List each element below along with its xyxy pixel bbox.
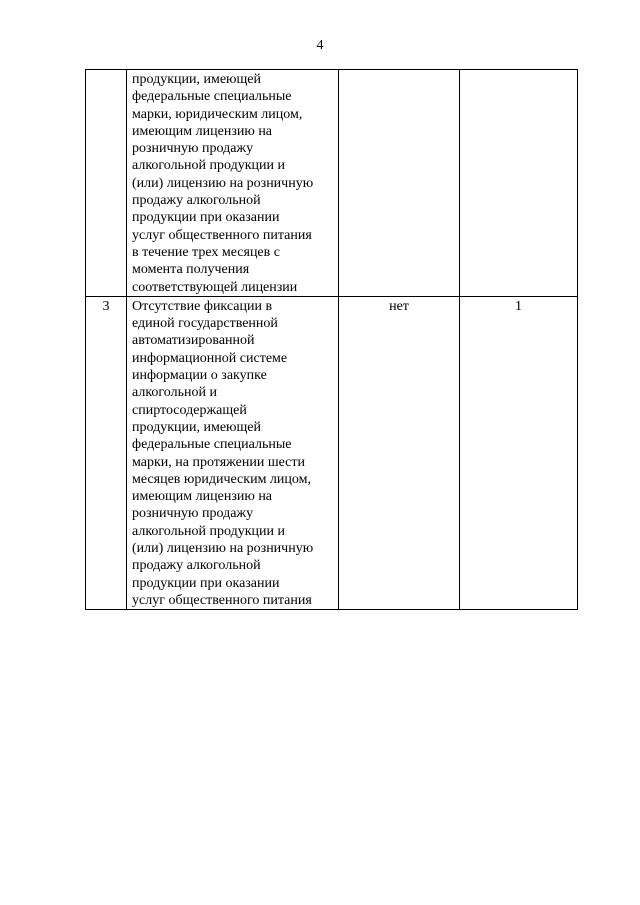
description-line: спиртосодержащей bbox=[132, 402, 247, 418]
description-line: момента получения bbox=[132, 262, 250, 278]
description-line: продукции, имеющей bbox=[132, 72, 262, 87]
description-line: информации о закупке bbox=[132, 368, 267, 384]
description-line: продукции при оказании bbox=[132, 210, 280, 226]
description-line: продукции, имеющей bbox=[132, 419, 262, 435]
description-line: продукции при оказании bbox=[132, 575, 280, 591]
description-line: продажу алкогольной bbox=[132, 193, 261, 209]
description-line: федеральные специальные bbox=[132, 89, 292, 105]
description-line: розничную продажу bbox=[132, 506, 254, 522]
table-row bbox=[86, 70, 578, 297]
description-line: информационной системе bbox=[132, 350, 288, 366]
description-line: имеющим лицензию на bbox=[132, 123, 273, 139]
description-line: автоматизированной bbox=[132, 333, 255, 349]
description-line: алкогольной продукции и bbox=[132, 523, 285, 539]
description-line: услуг общественного питания bbox=[132, 227, 312, 243]
description-line: алкогольной и bbox=[132, 385, 217, 401]
score-cell: 1 bbox=[460, 296, 578, 609]
page-number: 4 bbox=[316, 38, 324, 53]
value-cell: нет bbox=[339, 296, 460, 609]
description-line: имеющим лицензию на bbox=[132, 489, 273, 505]
description-line: соответствующей лицензии bbox=[132, 279, 298, 295]
criterion-description-cell bbox=[127, 296, 339, 609]
description-line: месяцев юридическим лицом, bbox=[132, 471, 311, 487]
value-cell bbox=[339, 70, 460, 297]
description-line: алкогольной продукции и bbox=[132, 158, 285, 174]
score-cell bbox=[460, 70, 578, 297]
description-line: (или) лицензию на розничную bbox=[132, 175, 314, 191]
description-line: Отсутствие фиксации в bbox=[132, 298, 273, 314]
description-line: единой государственной bbox=[132, 316, 278, 332]
description-line: марки, юридическим лицом, bbox=[132, 106, 303, 122]
description-line: услуг общественного питания bbox=[132, 592, 312, 608]
criteria-table bbox=[85, 69, 578, 610]
description-line: (или) лицензию на розничную bbox=[132, 541, 314, 557]
table-row bbox=[86, 296, 578, 609]
description-line: марки, на протяжении шести bbox=[132, 454, 306, 470]
description-line: федеральные специальные bbox=[132, 437, 292, 453]
description-line: продажу алкогольной bbox=[132, 558, 261, 574]
criterion-description-cell bbox=[127, 70, 339, 297]
description-line: в течение трех месяцев с bbox=[132, 244, 280, 260]
description-line: розничную продажу bbox=[132, 141, 254, 157]
row-number-cell bbox=[86, 70, 127, 297]
row-number-cell: 3 bbox=[86, 296, 127, 609]
